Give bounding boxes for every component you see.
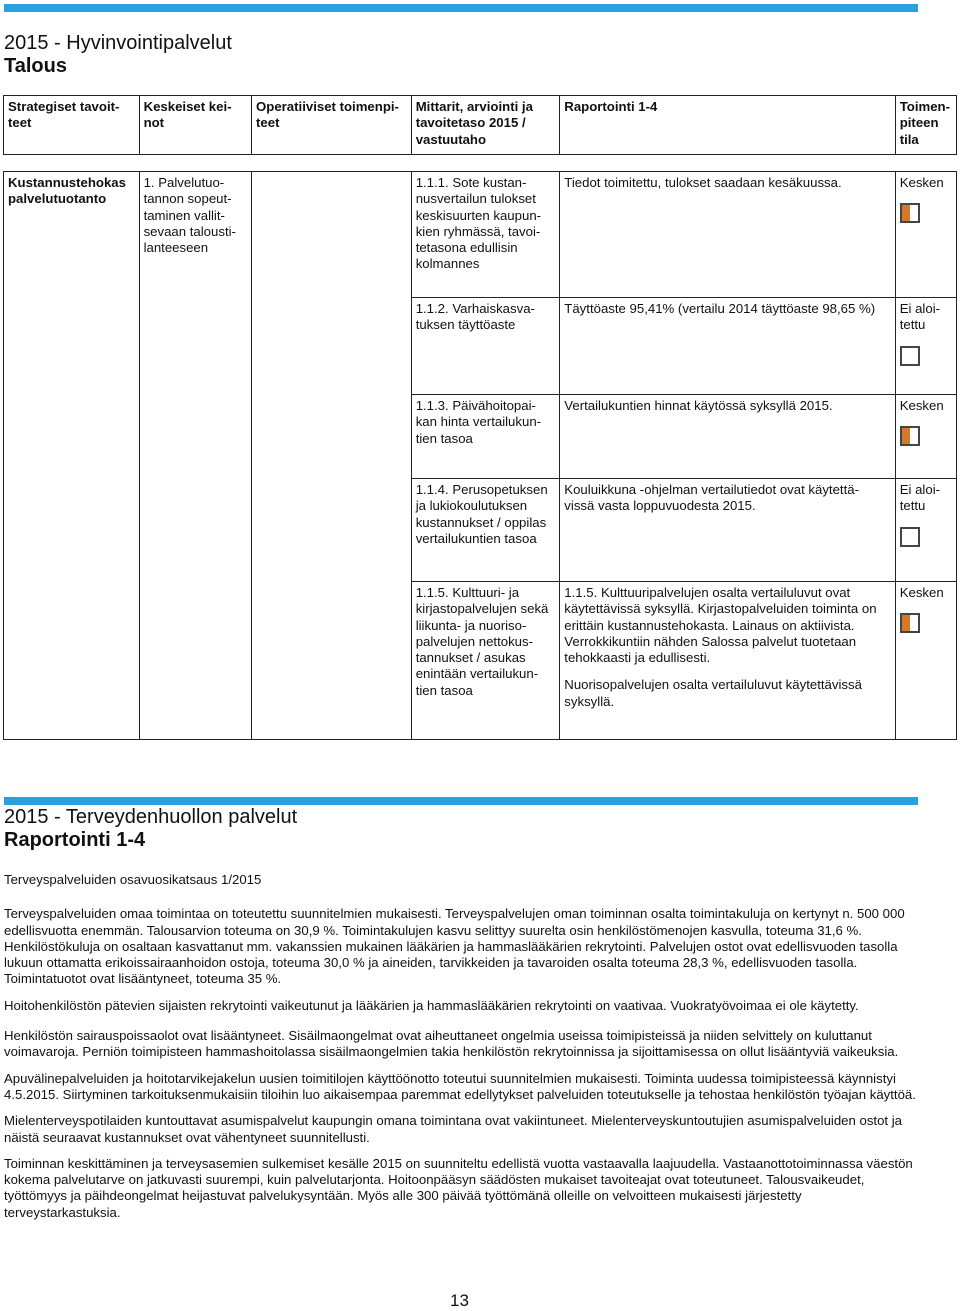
table-header-row — [4, 96, 957, 155]
half-filled-status-icon — [900, 426, 920, 446]
status-label: Kesken — [899, 585, 944, 600]
header-measures: Mittarit, arviointi ja tavoitetaso 2015 / vastuutaho — [411, 96, 560, 155]
report-paragraph: Apuvälinepalveluiden ja hoitotarvikejakelun uusien toimitilojen käyttöönotto toteutui suunnitelmien mukaisesti. Toiminta uudessa toimipisteessä käynnistyi 4.5.2015. Siirtyminen tarkoituksenmukaisiin tiloihin luo aikaisempaa paremmat edellytykset palveluiden toteutukselle ja tehostaa henkilöstön työajan käyttöä. — [4, 1070, 916, 1102]
measure-cell: 1.1.1. Sote kustan- nusvertailun tulokset keskisuurten kaupun- kien ryhmässä, tavoi- tetasona edullisin kolmannes — [411, 172, 560, 298]
header-key-means: Keskeiset kei- not — [139, 96, 251, 155]
report-cell: Vertailukuntien hinnat käytössä syksyllä 2015. — [560, 395, 895, 479]
section-top-bar — [4, 797, 918, 805]
report-paragraph: Henkilöstön sairauspoissaolot ovat lisääntyneet. Sisäilmaongelmat ovat aiheuttaneet ongelmia useissa toimipisteissä ja niiden selvittely on kuluttanut voimavaroja. Perniön toimipisteen hammashoitolassa sisäilmaongelmien takia henkilöstön rekrytoinnissa ja sijoittamisessa on ollut lisääntyviä vaikeuksia. — [4, 1028, 899, 1060]
report-cell: Kouluikkuna -ohjelman vertailutiedot ovat käytettä- vissä vasta loppuvuodesta 2015. — [560, 479, 895, 582]
measure-cell: 1.1.3. Päivähoitopai- kan hinta vertailukun- tien tasoa — [411, 395, 560, 479]
status-cell — [895, 172, 956, 298]
status-label: Ei aloi- tettu — [899, 301, 941, 333]
table-row — [4, 172, 957, 298]
report-body — [4, 872, 919, 1231]
section-title — [4, 32, 232, 78]
section-heading: 2015 - Terveydenhuollon palvelut — [4, 806, 298, 828]
report-cell: Täyttöaste 95,41% (vertailu 2014 täyttöaste 98,65 %) — [560, 298, 895, 395]
empty-status-icon — [900, 346, 920, 366]
header-strategic-goals: Strategiset tavoit- teet — [4, 96, 140, 155]
header-operative-actions: Operatiiviset toimenpi- teet — [252, 96, 412, 155]
report-text: Nuorisopalvelujen osalta vertailuluvut käytettävissä syksyllä. — [564, 677, 862, 709]
status-label: Kesken — [899, 398, 944, 413]
operative-actions-cell — [252, 172, 412, 740]
report-table — [3, 95, 957, 740]
half-filled-status-icon — [900, 613, 920, 633]
report-subtitle: Terveyspalveluiden osavuosikatsaus 1/2015 — [4, 872, 262, 887]
half-filled-status-icon — [900, 203, 920, 223]
empty-status-icon — [900, 527, 920, 547]
report-paragraph: Toiminnan keskittäminen ja terveysasemien sulkemiset kesälle 2015 on suunniteltu edellistä vuotta vastaavalla laajuudella. Vastaanottotoiminnassa väestön kokema palvelutarve on jatkuvasti suurempi, kuin palvelutarjonta. Hoitoonpääsyn säädösten mukaiset tavoiteajat ovat toteutuneet. Talousvaikeudet, työttömyys ja päihdeongelmat heijastuvat palvelukysyntään. Myös alle 300 päivää työttömänä olleille on velvoitteen mukaisesti järjestetty terveystarkastuksia. — [4, 1155, 913, 1220]
status-label: Kesken — [899, 175, 944, 190]
report-paragraph: Hoitohenkilöstön pätevien sijaisten rekrytointi vaikeutunut ja lääkärien ja hammaslääkärien rekrytointi on vaativaa. Vuokratyövoimaa ei ole käytetty. — [4, 997, 859, 1013]
report-cell: Tiedot toimitettu, tulokset saadaan kesäkuussa. — [560, 172, 895, 298]
status-label: Ei aloi- tettu — [899, 482, 941, 514]
measure-cell: 1.1.4. Perusopetuksen ja lukiokoulutuksen kustannukset / oppilas vertailukuntien tasoa — [411, 479, 560, 582]
status-cell — [895, 298, 956, 395]
status-cell — [895, 479, 956, 582]
measure-cell: 1.1.5. Kulttuuri- ja kirjastopalvelujen sekä liikunta- ja nuoriso- palvelujen nettokus- tannukset / asukas enintään vertailukun- tien tasoa — [411, 582, 560, 740]
section-heading: 2015 - Hyvinvointipalvelut — [4, 32, 232, 54]
key-means-cell: 1. Palvelutuo- tannon sopeut- taminen vallit- sevaan talousti- lanteeseen — [139, 172, 251, 740]
header-reporting: Raportointi 1-4 — [560, 96, 895, 155]
section-title — [4, 806, 297, 852]
report-paragraph: Terveyspalveluiden omaa toimintaa on toteutettu suunnitelmien mukaisesti. Terveyspalvelujen oman toiminnan osalta toimintakuluja on kertynyt n. 500 000 edellisvuotta enemmän. Talousarvion toteuma on 30,9 %. Toimintakulujen kasvu selittyy suurelta osin henkilöstömenojen kasvulla, toteuma 31,6 %. Henkilöstökuluja on osaltaan kasvattanut mm. vakanssien mukainen lääkärien ja hammaslääkärien rekrytointi. Palvelujen ostot ovat edellisvuoden tasolla lukuun ottamatta erikoissairaanhoidon ostoja, toteuma 30,0 % ja aineiden, tarvikkeiden ja tavaroiden osalta toteuma 28,3 %, edellisvuoden tasolla. Toimintatuotot ovat lisääntyneet, toteuma 35 %. — [4, 906, 905, 987]
page-number: 13 — [450, 1291, 469, 1310]
report-text: 1.1.5. Kulttuuripalvelujen osalta vertailuluvut ovat käytettävissä syksyllä. Kirjastopalveluiden toiminta on erittäin kustannustehokasta. Lainaus on aktiivista. Verrokkikuntiin nähden Salossa palvelut tuotetaan tehokkaasti ja edullisesti. — [564, 585, 877, 666]
header-action-status: Toimen- piteen tila — [895, 96, 956, 155]
status-cell — [895, 582, 956, 740]
status-cell — [895, 395, 956, 479]
measure-cell: 1.1.2. Varhaiskasva- tuksen täyttöaste — [411, 298, 560, 395]
report-cell — [560, 582, 895, 740]
report-paragraph: Mielenterveyspotilaiden kuntouttavat asumispalvelut kaupungin omana toimintana ovat vakiintuneet. Mielenterveyskuntoutujien asumispalveluiden ostot ja näistä seuraavat kustannukset ovat vähentyneet suunnitellusti. — [4, 1113, 903, 1145]
strategic-goal-cell: Kustannustehokas palvelutuotanto — [4, 172, 140, 740]
section-subheading: Talous — [4, 55, 67, 77]
section-top-bar — [4, 4, 918, 12]
section-subheading: Raportointi 1-4 — [4, 829, 146, 851]
